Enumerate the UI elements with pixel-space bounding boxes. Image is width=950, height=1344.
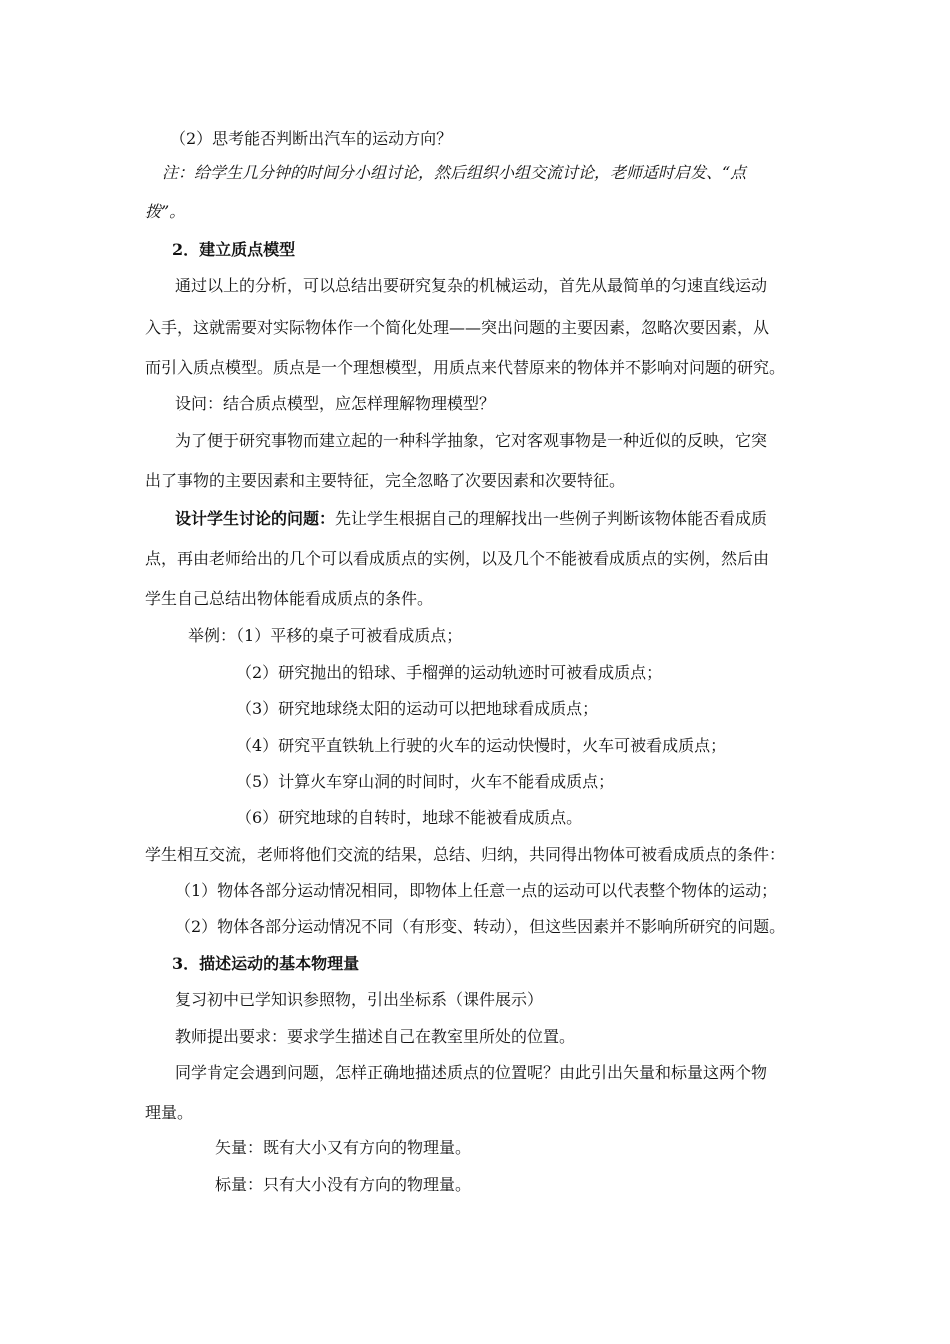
paragraph-line: 理量。: [145, 1103, 194, 1122]
discussion-label: 设计学生讨论的问题：: [175, 509, 336, 528]
example-item: （4）研究平直铁轨上行驶的火车的运动快慢时，火车可被看成质点；: [236, 736, 727, 755]
paragraph-line: 教师提出要求：要求学生描述自己在教室里所处的位置。: [175, 1027, 576, 1046]
question-2: （2）思考能否判断出汽车的运动方向？: [170, 129, 453, 148]
paragraph-line: 复习初中已学知识参照物，引出坐标系（课件展示）: [175, 990, 544, 1009]
paragraph-line: 同学肯定会遇到问题，怎样正确地描述质点的位置呢？由此引出矢量和标量这两个物: [175, 1063, 768, 1082]
example-item: （1）平移的桌子可被看成质点；: [236, 626, 463, 645]
scalar-definition: 标量：只有大小没有方向的物理量。: [215, 1175, 472, 1194]
paragraph-line: 为了便于研究事物而建立起的一种科学抽象，它对客观事物是一种近似的反映，它突: [175, 431, 768, 450]
condition-item: （2）物体各部分运动情况不同（有形变、转动），但这些因素并不影响所研究的问题。: [175, 917, 786, 936]
example-lead: 举例：: [188, 626, 237, 645]
example-item: （5）计算火车穿山洞的时间时，火车不能看成质点；: [236, 772, 615, 791]
section-heading-2: 2．建立质点模型: [172, 240, 296, 259]
summary-line: 学生相互交流，老师将他们交流的结果，总结、归纳，共同得出物体可被看成质点的条件：: [145, 845, 786, 864]
example-item: （3）研究地球绕太阳的运动可以把地球看成质点；: [236, 699, 599, 718]
model-question: 设问：结合质点模型，应怎样理解物理模型？: [175, 394, 496, 413]
teacher-note: 注：给学生几分钟的时间分小组讨论，然后组织小组交流讨论，老师适时启发、“点: [162, 163, 747, 182]
paragraph-line: 而引入质点模型。质点是一个理想模型，用质点来代替原来的物体并不影响对问题的研究。: [145, 358, 786, 377]
paragraph-line: 通过以上的分析，可以总结出要研究复杂的机械运动，首先从最简单的匀速直线运动: [175, 276, 768, 295]
paragraph-line: 点，再由老师给出的几个可以看成质点的实例，以及几个不能被看成质点的实例，然后由: [145, 549, 770, 568]
paragraph-line: 学生自己总结出物体能看成质点的条件。: [145, 589, 434, 608]
example-item: （6）研究地球的自转时，地球不能被看成质点。: [236, 808, 583, 827]
discussion-text: 先让学生根据自己的理解找出一些例子判断该物体能否看成质: [335, 509, 768, 528]
example-line: [188, 626, 462, 646]
vector-definition: 矢量：既有大小又有方向的物理量。: [215, 1138, 472, 1157]
teacher-note-cont: 拨”。: [145, 202, 186, 221]
paragraph-line: 入手，这就需要对实际物体作一个简化处理——突出问题的主要因素，忽略次要因素，从: [145, 318, 770, 337]
condition-item: （1）物体各部分运动情况相同，即物体上任意一点的运动可以代表整个物体的运动；: [175, 881, 778, 900]
example-item: （2）研究抛出的铅球、手榴弹的运动轨迹时可被看成质点；: [236, 663, 663, 682]
paragraph-line: 出了事物的主要因素和主要特征，完全忽略了次要因素和次要特征。: [145, 471, 626, 490]
discussion-line: [175, 509, 767, 529]
section-heading-3: 3．描述运动的基本物理量: [172, 954, 360, 973]
